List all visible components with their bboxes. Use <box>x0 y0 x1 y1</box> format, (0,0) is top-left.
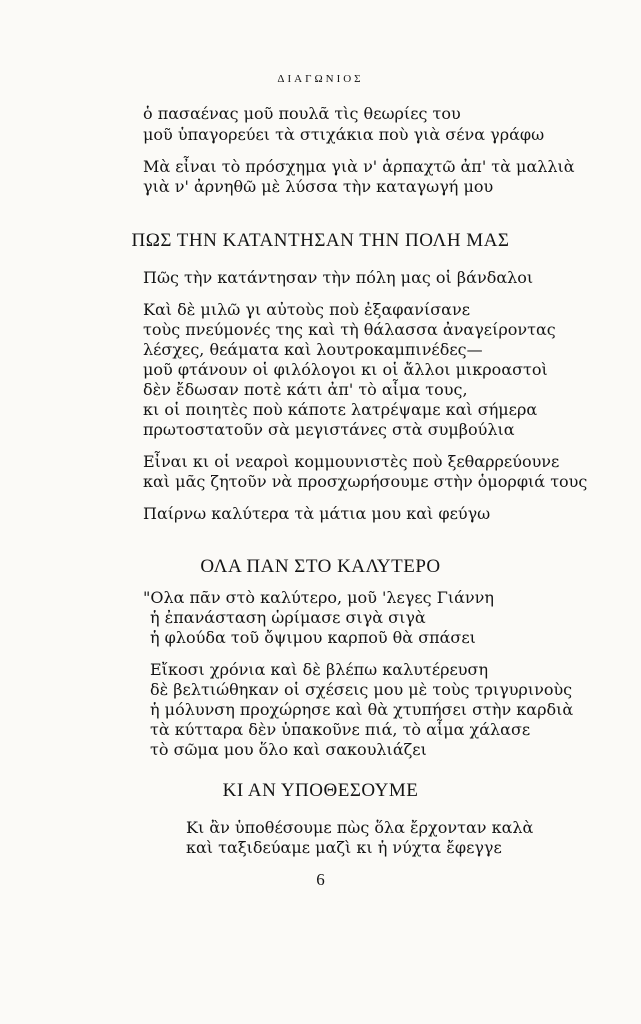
poem-line: Πῶς τὴν κατάντησαν τὴν πόλη μας οἱ βάνδαλοι <box>143 268 534 287</box>
poem-title: ΠΩΣ ΤΗΝ ΚΑΤΑΝΤΗΣΑΝ ΤΗΝ ΠΟΛΗ ΜΑΣ <box>131 230 510 251</box>
poem-title: ΚΙ ΑΝ ΥΠΟΘΕΣΟΥΜΕ <box>222 780 419 801</box>
page-number: 6 <box>316 870 325 889</box>
poem-line: μοῦ ὑπαγορεύει τὰ στιχάκια ποὺ γιὰ σένα γράφω <box>143 125 545 144</box>
poem-line: καὶ ταξιδεύαμε μαζὶ κι ἡ νύχτα ἔφεγγε <box>186 838 502 857</box>
poem-line: μοῦ φτάνουν οἱ φιλόλογοι κι οἱ ἄλλοι μικροαστοὶ <box>143 360 548 379</box>
poem-line: ἡ φλούδα τοῦ ὄψιμου καρποῦ θὰ σπάσει <box>150 628 476 647</box>
poem-line: λέσχες, θεάματα καὶ λουτροκαμπινέδες— <box>143 340 483 359</box>
poem-line: ὁ πασαένας μοῦ πουλᾶ τὶς θεωρίες του <box>143 104 461 123</box>
poem-line: κι οἱ ποιητὲς ποὺ κάποτε λατρέψαμε καὶ σήμερα <box>143 400 538 419</box>
poem-line: Εἶναι κι οἱ νεαροὶ κομμουνιστὲς ποὺ ξεθαρρεύουνε <box>143 452 560 471</box>
poem-line: "Ολα πᾶν στὸ καλύτερο, μοῦ 'λεγες Γιάννη <box>143 588 494 607</box>
poem-line: Μὰ εἶναι τὸ πρόσχημα γιὰ ν' ἁρπαχτῶ ἀπ' τὰ μαλλιὰ <box>143 157 575 176</box>
poem-line: πρωτοστατοῦν σὰ μεγιστάνες στὰ συμβούλια <box>143 420 515 439</box>
poem-line: ἡ μόλυνση προχώρησε καὶ θὰ χτυπήσει στὴν καρδιὰ <box>150 700 574 719</box>
running-head: ΔΙΑΓΩΝΙΟΣ <box>277 73 364 85</box>
poem-line: Καὶ δὲ μιλῶ γι αὐτοὺς ποὺ ἐξαφανίσανε <box>143 300 470 319</box>
poem-line: Εἴκοσι χρόνια καὶ δὲ βλέπω καλυτέρευση <box>150 660 489 679</box>
poem-line: τὸ σῶμα μου ὅλο καὶ σακουλιάζει <box>150 740 427 759</box>
poem-title: ΟΛΑ ΠΑΝ ΣΤΟ ΚΑΛΥΤΕΡΟ <box>200 556 441 577</box>
poem-line: γιὰ ν' ἀρνηθῶ μὲ λύσσα τὴν καταγωγή μου <box>143 177 494 196</box>
poem-line: τὰ κύτταρα δὲν ὑπακοῦνε πιά, τὸ αἷμα χάλασε <box>150 720 531 739</box>
poem-line: δὲ βελτιώθηκαν οἱ σχέσεις μου μὲ τοὺς τριγυρινοὺς <box>150 680 573 699</box>
poem-line: Κι ἂν ὑποθέσουμε πὼς ὅλα ἔρχονταν καλὰ <box>186 818 534 837</box>
poem-line: Παίρνω καλύτερα τὰ μάτια μου καὶ φεύγω <box>143 504 491 523</box>
poem-line: καὶ μᾶς ζητοῦν νὰ προσχωρήσουμε στὴν ὁμορφιά τους <box>143 472 588 491</box>
poem-line: δὲν ἔδωσαν ποτὲ κάτι ἀπ' τὸ αἷμα τους, <box>143 380 468 399</box>
poem-line: ἡ ἐπανάσταση ὡρίμασε σιγὰ σιγὰ <box>150 608 426 627</box>
poem-line: τοὺς πνεύμονές της καὶ τὴ θάλασσα ἀναγείροντας <box>143 320 556 339</box>
